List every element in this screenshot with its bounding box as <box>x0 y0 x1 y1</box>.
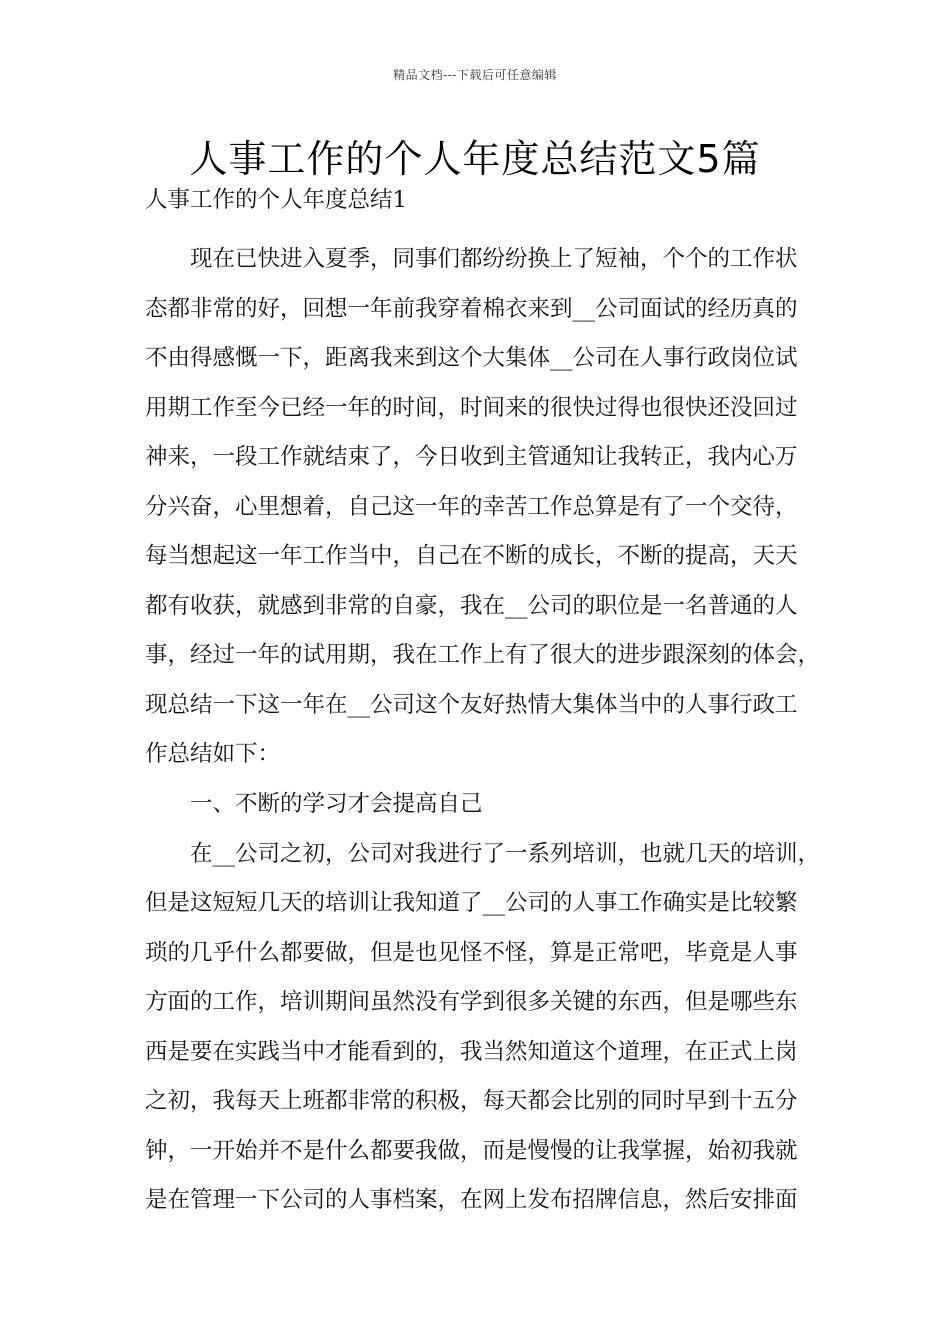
paragraph-line: 但是这短短几天的培训让我知道了__公司的人事工作确实是比较繁 <box>145 890 798 916</box>
paragraph-line: 之初，我每天上班都非常的积极，每天都会比别的同时早到十五分 <box>145 1088 798 1114</box>
paragraph-line: 现总结一下这一年在__公司这个友好热情大集体当中的人事行政工 <box>145 691 798 718</box>
paragraph-line: 在__公司之初，公司对我进行了一系列培训，也就几天的培训， <box>190 840 821 867</box>
paragraph-line: 用期工作至今已经一年的时间，时间来的很快过得也很快还没回过 <box>145 394 798 421</box>
paragraph-line: 分兴奋，心里想着，自己这一年的幸苦工作总算是有了一个交待， <box>145 493 798 520</box>
paragraph-line: 琐的几乎什么都要做，但是也见怪不怪，算是正常吧，毕竟是人事 <box>145 939 798 966</box>
paragraph-line: 西是要在实践当中才能看到的，我当然知道这个道理，在正式上岗 <box>145 1038 798 1065</box>
paragraph-line: 是在管理一下公司的人事档案，在网上发布招牌信息，然后安排面 <box>145 1187 798 1213</box>
paragraph-line: 都有收获，就感到非常的自豪，我在__公司的职位是一名普通的人 <box>145 592 798 619</box>
paragraph-line: 事，经过一年的试用期，我在工作上有了很大的进步跟深刻的体会， <box>145 642 821 668</box>
section-heading: 人事工作的个人年度总结1 <box>145 187 407 213</box>
paragraph-line: 不由得感慨一下，距离我来到这个大集体__公司在人事行政岗位试 <box>145 345 798 371</box>
paragraph-line: 现在已快进入夏季，同事们都纷纷换上了短袖，个个的工作状 <box>190 246 798 272</box>
document-title: 人事工作的个人年度总结范文5篇 <box>189 137 761 181</box>
subsection-heading: 一、不断的学习才会提高自己 <box>190 790 483 817</box>
document-body <box>145 182 825 1232</box>
paragraph-line: 方面的工作，培训期间虽然没有学到很多关键的东西，但是哪些东 <box>145 989 798 1015</box>
paragraph-line: 神来，一段工作就结束了，今日收到主管通知让我转正，我内心万 <box>145 444 798 470</box>
paragraph-line: 态都非常的好，回想一年前我穿着棉衣来到__公司面试的经历真的 <box>145 295 798 322</box>
paragraph-line: 钟，一开始并不是什么都要我做，而是慢慢的让我掌握，始初我就 <box>145 1137 798 1164</box>
header-note: 精品文档---下载后可任意编辑 <box>393 68 557 82</box>
paragraph-line: 每当想起这一年工作当中，自己在不断的成长，不断的提高，天天 <box>145 543 798 569</box>
paragraph-line: 作总结如下： <box>145 741 281 767</box>
